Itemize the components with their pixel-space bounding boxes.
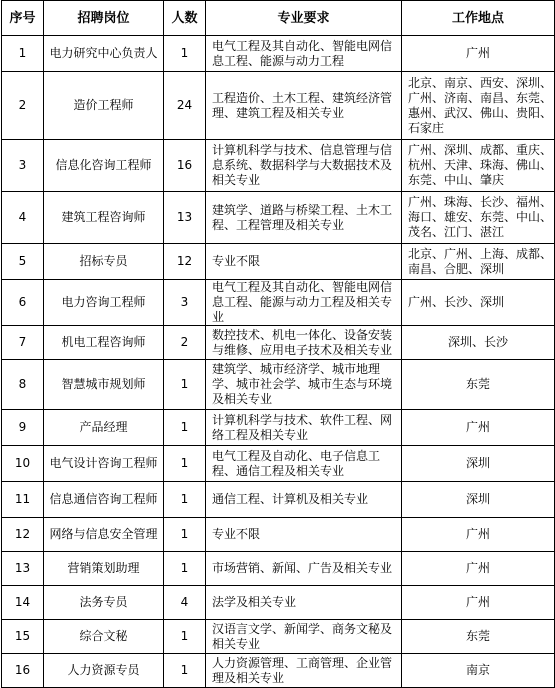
header-count: 人数: [164, 1, 206, 36]
header-row: [2, 1, 555, 36]
table-row: [2, 140, 555, 192]
row-location: 北京、南京、西安、深圳、广州、济南、南昌、东莞、惠州、武汉、佛山、贵阳、石家庄: [402, 72, 555, 140]
row-position: 电力研究中心负责人: [44, 36, 164, 72]
row-count: 4: [164, 586, 206, 620]
row-count: 1: [164, 518, 206, 552]
row-requirement: 工程造价、土木工程、建筑经济管理、建筑工程及相关专业: [206, 72, 402, 140]
table-row: [2, 244, 555, 280]
row-location: 广州: [402, 586, 555, 620]
row-location: 北京、广州、上海、成都、南昌、合肥、深圳: [402, 244, 555, 280]
row-number: 12: [2, 518, 44, 552]
row-location: 南京: [402, 654, 555, 688]
row-count: 16: [164, 140, 206, 192]
row-requirement: 专业不限: [206, 244, 402, 280]
row-requirement: 法学及相关专业: [206, 586, 402, 620]
header-position: 招聘岗位: [44, 1, 164, 36]
row-requirement: 电气工程及自动化、电子信息工程、通信工程及相关专业: [206, 446, 402, 482]
row-count: 12: [164, 244, 206, 280]
row-location: 东莞: [402, 620, 555, 654]
row-number: 15: [2, 620, 44, 654]
row-requirement: 通信工程、计算机及相关专业: [206, 482, 402, 518]
row-count: 1: [164, 552, 206, 586]
row-count: 1: [164, 620, 206, 654]
recruitment-table: [1, 0, 555, 688]
table-row: [2, 280, 555, 326]
table-row: [2, 326, 555, 360]
table-row: [2, 586, 555, 620]
row-requirement: 电气工程及其自动化、智能电网信息工程、能源与动力工程: [206, 36, 402, 72]
table-row: [2, 72, 555, 140]
row-location: 广州: [402, 552, 555, 586]
table-row: [2, 36, 555, 72]
row-requirement: 汉语言文学、新闻学、商务文秘及相关专业: [206, 620, 402, 654]
row-number: 13: [2, 552, 44, 586]
row-location: 广州: [402, 36, 555, 72]
row-count: 1: [164, 36, 206, 72]
row-location: 广州、深圳、成都、重庆、杭州、天津、珠海、佛山、东莞、中山、肇庆: [402, 140, 555, 192]
row-position: 法务专员: [44, 586, 164, 620]
row-requirement: 数控技术、机电一体化、设备安装与维修、应用电子技术及相关专业: [206, 326, 402, 360]
row-number: 3: [2, 140, 44, 192]
row-requirement: 建筑学、道路与桥梁工程、土木工程、工程管理及相关专业: [206, 192, 402, 244]
row-location: 广州: [402, 410, 555, 446]
row-count: 1: [164, 410, 206, 446]
row-count: 3: [164, 280, 206, 326]
row-requirement: 专业不限: [206, 518, 402, 552]
row-requirement: 人力资源管理、工商管理、企业管理及相关专业: [206, 654, 402, 688]
row-number: 16: [2, 654, 44, 688]
row-position: 电气设计咨询工程师: [44, 446, 164, 482]
row-location: 深圳、长沙: [402, 326, 555, 360]
row-position: 机电工程咨询师: [44, 326, 164, 360]
row-position: 建筑工程咨询师: [44, 192, 164, 244]
row-number: 2: [2, 72, 44, 140]
row-number: 9: [2, 410, 44, 446]
table-row: [2, 192, 555, 244]
row-position: 信息化咨询工程师: [44, 140, 164, 192]
row-count: 1: [164, 654, 206, 688]
row-position: 电力咨询工程师: [44, 280, 164, 326]
header-no: 序号: [2, 1, 44, 36]
row-count: 13: [164, 192, 206, 244]
row-position: 网络与信息安全管理: [44, 518, 164, 552]
row-number: 4: [2, 192, 44, 244]
row-requirement: 计算机科学与技术、信息管理与信息系统、数据科学与大数据技术及相关专业: [206, 140, 402, 192]
row-number: 11: [2, 482, 44, 518]
table-row: [2, 410, 555, 446]
header-location: 工作地点: [402, 1, 555, 36]
row-count: 1: [164, 446, 206, 482]
table-row: [2, 446, 555, 482]
row-position: 营销策划助理: [44, 552, 164, 586]
row-position: 智慧城市规划师: [44, 360, 164, 410]
header-requirement: 专业要求: [206, 1, 402, 36]
row-position: 综合文秘: [44, 620, 164, 654]
table-row: [2, 620, 555, 654]
row-location: 东莞: [402, 360, 555, 410]
row-number: 1: [2, 36, 44, 72]
row-number: 14: [2, 586, 44, 620]
row-number: 10: [2, 446, 44, 482]
row-requirement: 市场营销、新闻、广告及相关专业: [206, 552, 402, 586]
row-count: 1: [164, 482, 206, 518]
row-location: 广州: [402, 518, 555, 552]
row-number: 8: [2, 360, 44, 410]
row-position: 信息通信咨询工程师: [44, 482, 164, 518]
row-location: 广州、珠海、长沙、福州、海口、雄安、东莞、中山、茂名、江门、湛江: [402, 192, 555, 244]
row-position: 人力资源专员: [44, 654, 164, 688]
row-requirement: 建筑学、城市经济学、城市地理学、城市社会学、城市生态与环境及相关专业: [206, 360, 402, 410]
row-position: 招标专员: [44, 244, 164, 280]
row-location: 深圳: [402, 446, 555, 482]
row-count: 2: [164, 326, 206, 360]
row-number: 7: [2, 326, 44, 360]
row-location: 深圳: [402, 482, 555, 518]
row-requirement: 电气工程及其自动化、智能电网信息工程、能源与动力工程及相关专业: [206, 280, 402, 326]
row-position: 产品经理: [44, 410, 164, 446]
table-row: [2, 552, 555, 586]
row-requirement: 计算机科学与技术、软件工程、网络工程及相关专业: [206, 410, 402, 446]
row-location: 广州、长沙、深圳: [402, 280, 555, 326]
row-number: 5: [2, 244, 44, 280]
row-count: 1: [164, 360, 206, 410]
row-number: 6: [2, 280, 44, 326]
row-count: 24: [164, 72, 206, 140]
table-row: [2, 360, 555, 410]
table-body: [2, 36, 555, 688]
row-position: 造价工程师: [44, 72, 164, 140]
table-row: [2, 482, 555, 518]
table-row: [2, 518, 555, 552]
